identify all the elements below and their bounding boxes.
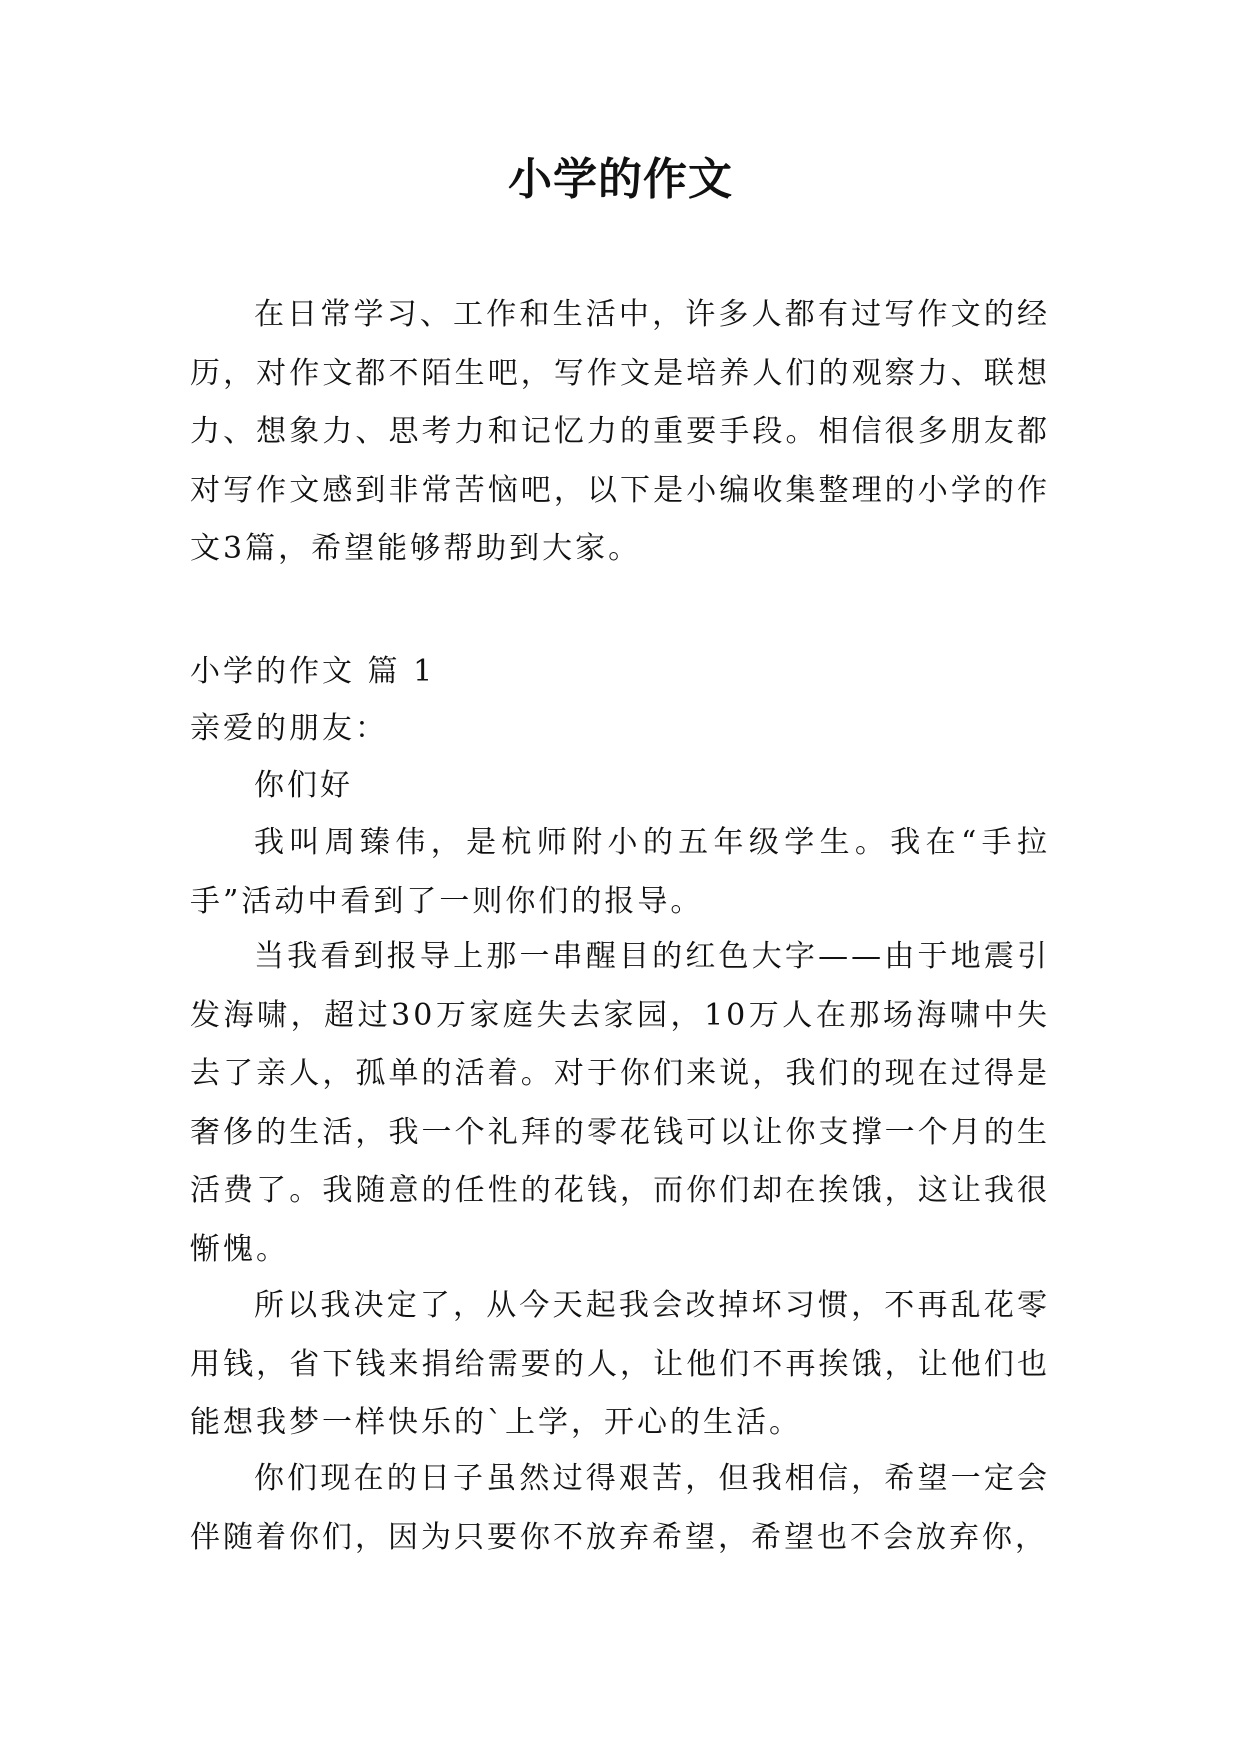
intro-paragraph: 在日常学习、工作和生活中，许多人都有过写作文的经历，对作文都不陌生吧，写作文是培养人们的观察力、联想力、想象力、思考力和记忆力的重要手段。相信很多朋友都对写作文感到非常苦恼吧，以下是小编收集整理的小学的作文3篇，希望能够帮助到大家。 <box>190 297 1050 566</box>
body-paragraph-3: 所以我决定了，从今天起我会改掉坏习惯，不再乱花零用钱，省下钱来捐给需要的人，让他们不再挨饿，让他们也能想我梦一样快乐的`上学，开心的生活。 <box>190 1288 1050 1440</box>
body-paragraph-1: 我叫周臻伟，是杭师附小的五年级学生。我在“手拉手”活动中看到了一则你们的报导。 <box>190 825 1050 919</box>
section-heading: 小学的作文 篇 1 <box>190 654 436 689</box>
body-paragraph-4: 你们现在的日子虽然过得艰苦，但我相信，希望一定会伴随着你们，因为只要你不放弃希望，希望也不会放弃你， <box>190 1461 1050 1555</box>
document-title: 小学的作文 <box>508 154 733 205</box>
body-paragraph-2: 当我看到报导上那一串醒目的红色大字——由于地震引发海啸，超过30万家庭失去家园，10万人在那场海啸中失去了亲人，孤单的活着。对于你们来说，我们的现在过得是奢侈的生活，我一个礼拜的零花钱可以让你支撑一个月的生活费了。我随意的任性的花钱，而你们却在挨饿，这让我很惭愧。 <box>190 939 1050 1267</box>
letter-greeting: 亲爱的朋友： <box>190 711 388 746</box>
letter-hello: 你们好 <box>254 768 353 803</box>
